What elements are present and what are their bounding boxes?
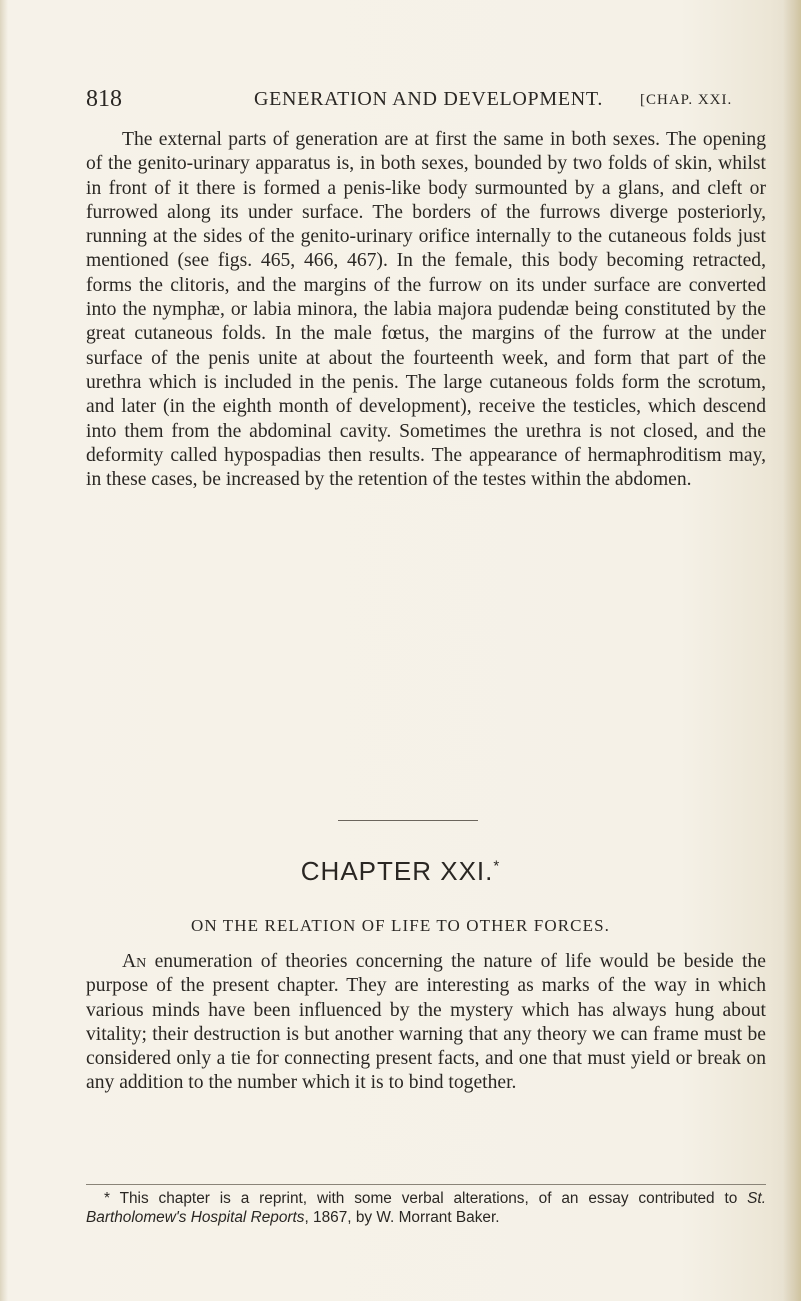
footnote-text-before: This chapter is a reprint, with some verbal alterations, of an essay contributed to: [110, 1190, 748, 1207]
section-divider: [338, 820, 478, 821]
chapter-subtitle: ON THE RELATION OF LIFE TO OTHER FORCES.: [191, 916, 610, 935]
footnote: [86, 1189, 766, 1227]
chapter-paragraph-text: enumeration of theories concerning the nature of life would be beside the purpose of the present chapter. They are interesting as marks of the way in which various minds have been influenced by the mystery which has always hung about vitality; their destruction is but another warning that any theory we can frame must be considered only a tie for connecting present facts, and one that must yield or break on any addition to the number which it is to bind together.: [86, 951, 766, 1094]
chapter-footnote-mark: *: [493, 857, 501, 875]
page-number: 818: [86, 86, 122, 112]
chapter-title-text: CHAPTER XXI.: [300, 856, 494, 886]
chapter-paragraph: [86, 950, 766, 1096]
chapter-lead-word: An: [122, 951, 147, 972]
footnote-mark: *: [104, 1190, 110, 1207]
page-left-shadow: [0, 0, 8, 1301]
body-paragraph: The external parts of generation are at first the same in both sexes. The opening of the genito-urinary apparatus is, in both sexes, bounded by two folds of skin, whilst in front of it there is formed a penis-like body surmounted by a glans, and cleft or furrowed along its under surface. The borders of the furrows diverge posteriorly, running at the sides of the genito-urinary orifice internally to the cutaneous folds just mentioned (see figs. 465, 466, 467). In the female, this body becoming retracted, forms the clitoris, and the margins of the furrow on its under surface are converted into the nymphæ, or labia minora, the labia majora pudendæ being constituted by the great cutaneous folds. In the male fœtus, the margins of the furrow at the under surface of the penis unite at about the fourteenth week, and form that part of the urethra which is included in the penis. The large cutaneous folds form the scrotum, and later (in the eighth month of development), receive the testicles, which descend into them from the abdominal cavity. Sometimes the urethra is not closed, and the deformity called hypospadias then results. The appearance of hermaphroditism may, in these cases, be increased by the retention of the testes within the abdomen.: [86, 129, 766, 491]
footnote-text-after: , 1867, by W. Morrant Baker.: [304, 1209, 500, 1226]
page-right-edge: [783, 0, 801, 1301]
running-head-chapter: [CHAP. XXI.: [640, 92, 733, 108]
chapter-heading: [0, 856, 801, 887]
running-head-title: GENERATION AND DEVELOPMENT.: [254, 88, 604, 110]
footnote-citation-title: St. Bartholomew's Hospital Reports: [86, 1190, 766, 1226]
running-head: [86, 86, 756, 116]
footnote-divider: [86, 1184, 766, 1185]
